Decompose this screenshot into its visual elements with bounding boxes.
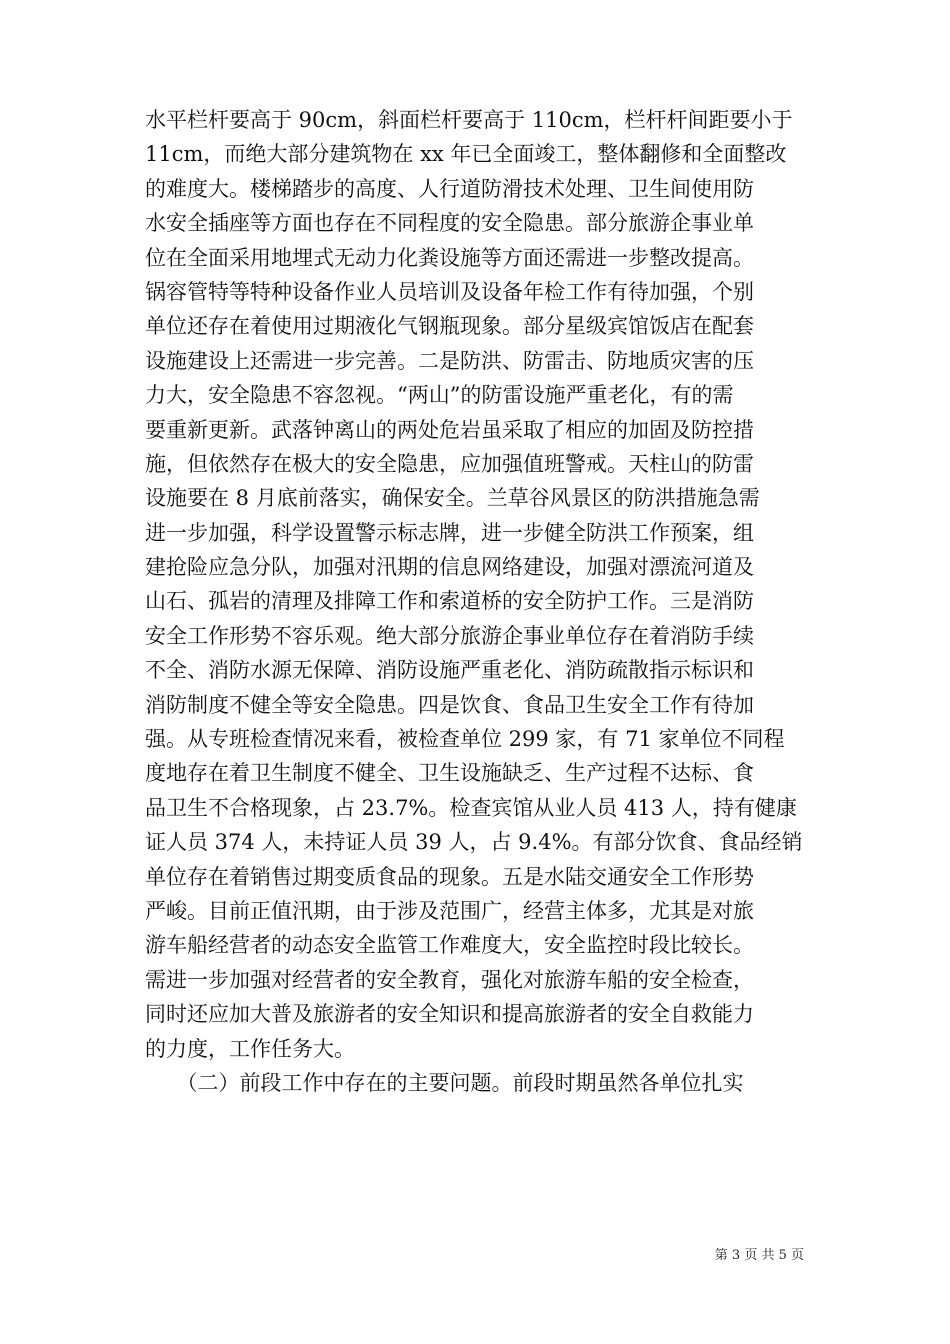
text-line: 严峻。目前正值汛期，由于涉及范围广，经营主体多，尤其是对旅 <box>145 898 754 923</box>
text-line: 要重新更新。武落钟离山的两处危岩虽采取了相应的加固及防控措 <box>145 417 754 442</box>
text-line: 不全、消防水源无保障、消防设施严重老化、消防疏散指示标识和 <box>145 658 754 683</box>
text-line: 锅容管特等特种设备作业人员培训及设备年检工作有待加强，个别 <box>145 279 754 304</box>
text-line: 设施要在 8 月底前落实，确保安全。兰草谷风景区的防洪措施急需 <box>145 486 760 511</box>
body-text <box>145 103 805 1100</box>
text-line: 需进一步加强对经营者的安全教育，强化对旅游车船的安全检查， <box>145 967 754 992</box>
text-line: 的难度大。楼梯踏步的高度、人行道防滑技术处理、卫生间使用防 <box>145 176 754 201</box>
section-heading-line: （二）前段工作中存在的主要问题。前段时期虽然各单位扎实 <box>145 1070 744 1095</box>
text-line: 水安全插座等方面也存在不同程度的安全隐患。部分旅游企事业单 <box>145 211 754 236</box>
text-line: 位在全面采用地埋式无动力化粪设施等方面还需进一步整改提高。 <box>145 245 754 270</box>
text-line: 施，但依然存在极大的安全隐患，应加强值班警戒。天柱山的防雷 <box>145 451 754 476</box>
text-line: 进一步加强，科学设置警示标志牌，进一步健全防洪工作预案，组 <box>145 520 754 545</box>
text-line: 消防制度不健全等安全隐患。四是饮食、食品卫生安全工作有待加 <box>145 692 754 717</box>
text-line: 山石、孤岩的清理及排障工作和索道桥的安全防护工作。三是消防 <box>145 589 754 614</box>
text-line: 游车船经营者的动态安全监管工作难度大，安全监控时段比较长。 <box>145 933 754 958</box>
text-line: 建抢险应急分队，加强对汛期的信息网络建设，加强对漂流河道及 <box>145 555 754 580</box>
text-line: 度地存在着卫生制度不健全、卫生设施缺乏、生产过程不达标、食 <box>145 761 754 786</box>
text-line: 同时还应加大普及旅游者的安全知识和提高旅游者的安全自救能力 <box>145 1002 754 1027</box>
text-line: 水平栏杆要高于 90cm，斜面栏杆要高于 110cm，栏杆杆间距要小于 <box>145 108 793 132</box>
text-line: 力大，安全隐患不容忽视。“两山”的防雷设施严重老化，有的需 <box>145 383 734 408</box>
text-line: 设施建设上还需进一步完善。二是防洪、防雷击、防地质灾害的压 <box>145 348 754 373</box>
text-line: 单位存在着销售过期变质食品的现象。五是水陆交通安全工作形势 <box>145 864 754 889</box>
page-number-footer: 第 3 页 共 5 页 <box>714 1248 804 1263</box>
text-line: 单位还存在着使用过期液化气钢瓶现象。部分星级宾馆饭店在配套 <box>145 314 754 339</box>
text-line: 11cm，而绝大部分建筑物在 xx 年已全面竣工，整体翻修和全面整改 <box>145 142 787 167</box>
text-line: 品卫生不合格现象，占 23.7%。检查宾馆从业人员 413 人，持有健康 <box>145 795 797 820</box>
text-line: 强。从专班检查情况来看，被检查单位 299 家，有 71 家单位不同程 <box>145 727 785 752</box>
text-line: 安全工作形势不容乐观。绝大部分旅游企事业单位存在着消防手续 <box>145 623 754 648</box>
text-line: 的力度，工作任务大。 <box>145 1036 355 1061</box>
text-line: 证人员 374 人，未持证人员 39 人，占 9.4%。有部分饮食、食品经销 <box>145 830 803 855</box>
